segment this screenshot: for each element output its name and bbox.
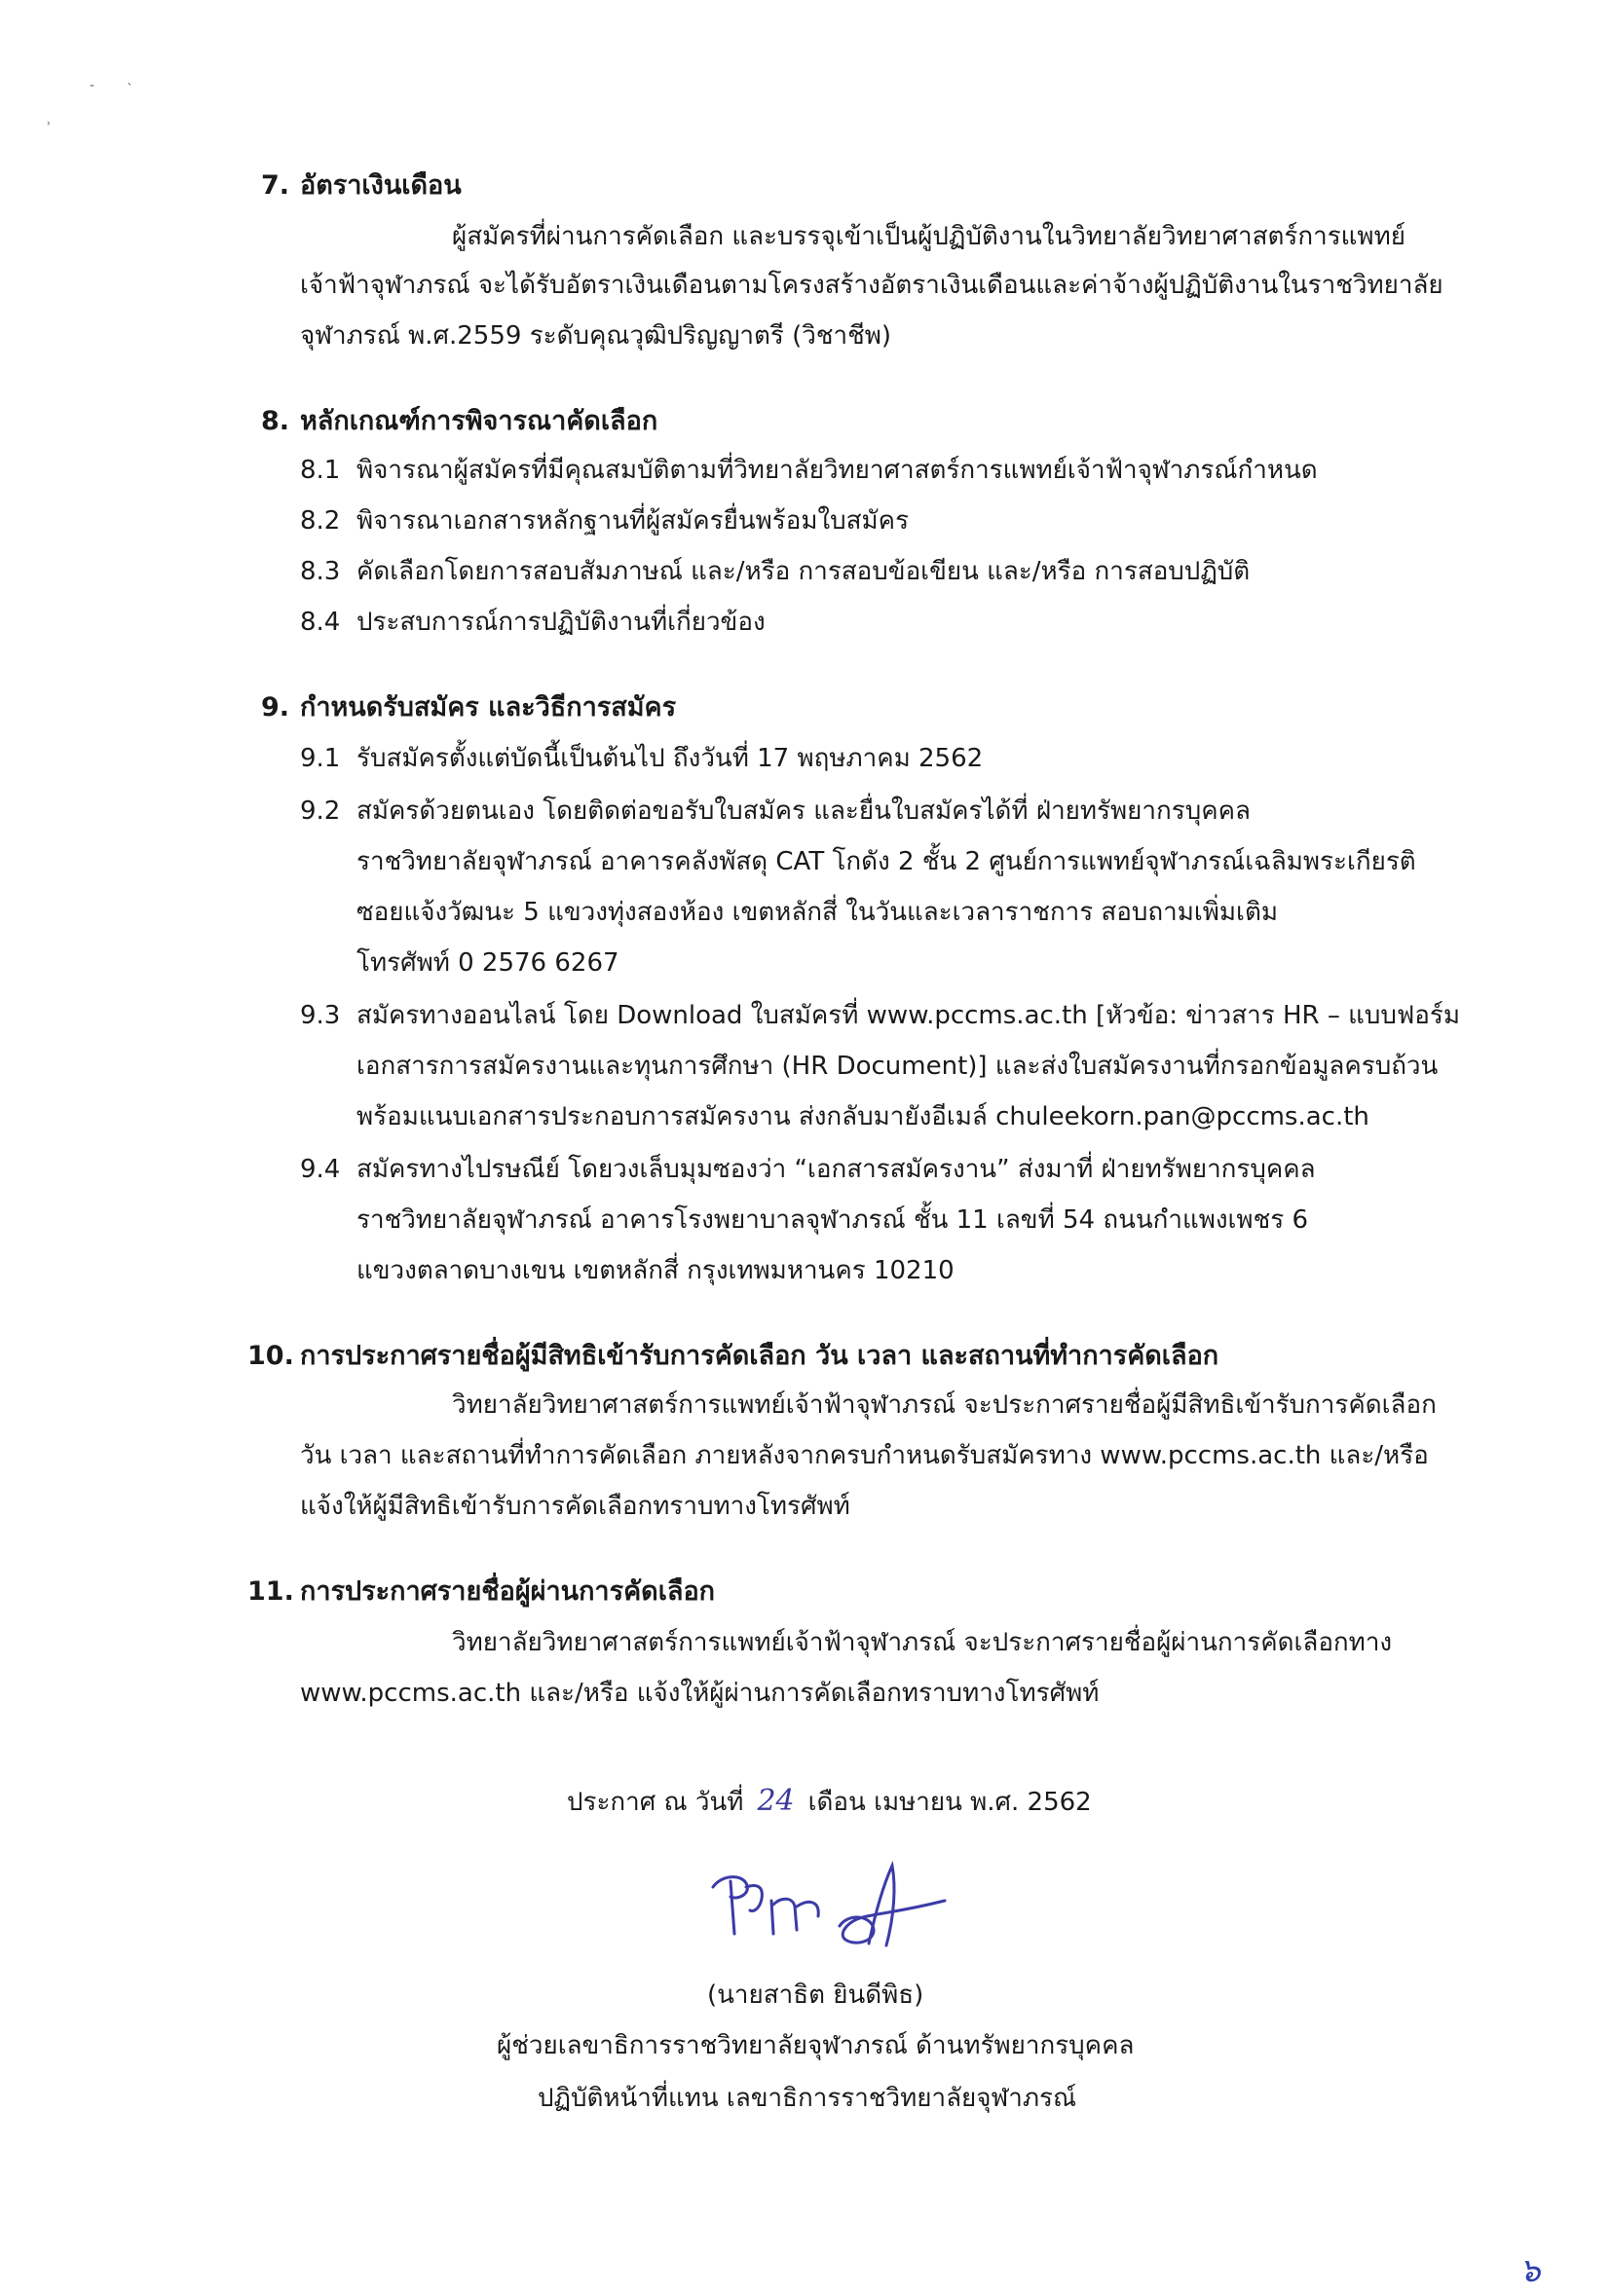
signatory-name: (นายสาธิต ยินดีพิธ): [707, 1981, 924, 2010]
list-item: [300, 1149, 1316, 1189]
list-item: [300, 551, 1250, 591]
list-item: [300, 791, 1251, 831]
list-item: [300, 500, 909, 540]
handwritten-day: 24: [757, 1784, 795, 1818]
section-9-heading: [261, 685, 676, 727]
scan-artifact: -: [90, 78, 95, 93]
paragraph-line: จุฬาภรณ์ พ.ศ.2559 ระดับคุณวุฒิปริญญาตรี (วิชาชีพ): [300, 321, 892, 351]
item-text: สมัครด้วยตนเอง โดยติดต่อขอรับใบสมัคร และยื่นใบสมัครได้ที่ ฝ่ายทรัพยากรบุคคล: [356, 796, 1251, 826]
item-number: 8.1: [300, 456, 341, 485]
item-text-continued: ราชวิทยาลัยจุฬาภรณ์ อาคารโรงพยาบาลจุฬาภรณ์ ชั้น 11 เลขที่ 54 ถนนกำแพงเพชร 6: [356, 1205, 1308, 1235]
item-number: 9.1: [300, 744, 341, 773]
item-text: รับสมัครตั้งแต่บัดนี้เป็นต้นไป ถึงวันที่ 17 พฤษภาคม 2562: [356, 744, 984, 773]
section-number: 8.: [261, 406, 290, 436]
section-10-heading: [247, 1334, 1218, 1376]
paragraph-line: เจ้าฟ้าจุฬาภรณ์ จะได้รับอัตราเงินเดือนตามโครงสร้างอัตราเงินเดือนและค่าจ้างผู้ปฏิบัติงานในราชวิทยาลัย: [300, 271, 1443, 300]
item-text-continued: แขวงตลาดบางเขน เขตหลักสี่ กรุงเทพมหานคร 10210: [356, 1256, 955, 1285]
list-item: [300, 995, 1460, 1035]
item-text: สมัครทางไปรษณีย์ โดยวงเล็บมุมซองว่า “เอกสารสมัครงาน” ส่งมาที่ ฝ่ายทรัพยากรบุคคล: [356, 1155, 1316, 1184]
scan-artifact: ˒: [47, 117, 52, 132]
paragraph-line: วัน เวลา และสถานที่ทำการคัดเลือก ภายหลังจากครบกำหนดรับสมัครทาง www.pccms.ac.th และ/หรือ: [300, 1441, 1429, 1470]
signatory-position: ผู้ช่วยเลขาธิการราชวิทยาลัยจุฬาภรณ์ ด้านทรัพยากรบุคคล: [497, 2031, 1135, 2060]
item-number: 9.3: [300, 1001, 341, 1030]
item-text: ประสบการณ์การปฏิบัติงานที่เกี่ยวข้อง: [356, 608, 766, 637]
list-item: [300, 450, 1318, 490]
announcement-date: [567, 1782, 1092, 1822]
paragraph-line: วิทยาลัยวิทยาศาสตร์การแพทย์เจ้าฟ้าจุฬาภรณ์ จะประกาศรายชื่อผู้มีสิทธิเข้ารับการคัดเลือก: [452, 1390, 1437, 1420]
item-number: 9.4: [300, 1155, 341, 1184]
section-title: อัตราเงินเดือน: [300, 170, 462, 201]
list-item: [300, 602, 766, 642]
item-number: 8.3: [300, 557, 341, 586]
item-number: 8.4: [300, 608, 341, 637]
section-title: หลักเกณฑ์การพิจารณาคัดเลือก: [300, 406, 658, 436]
paragraph-line: แจ้งให้ผู้มีสิทธิเข้ารับการคัดเลือกทราบทางโทรศัพท์: [300, 1492, 850, 1521]
section-title: การประกาศรายชื่อผู้ผ่านการคัดเลือก: [300, 1576, 716, 1607]
item-text: พิจารณาผู้สมัครที่มีคุณสมบัติตามที่วิทยาลัยวิทยาศาสตร์การแพทย์เจ้าฟ้าจุฬาภรณ์กำหนด: [356, 456, 1318, 485]
paragraph-line: วิทยาลัยวิทยาศาสตร์การแพทย์เจ้าฟ้าจุฬาภรณ์ จะประกาศรายชื่อผู้ผ่านการคัดเลือกทาง: [452, 1628, 1393, 1657]
announcement-prefix: ประกาศ ณ วันที่: [567, 1788, 744, 1817]
item-number: 9.2: [300, 796, 341, 826]
item-text: พิจารณาเอกสารหลักฐานที่ผู้สมัครยื่นพร้อมใบสมัคร: [356, 506, 910, 536]
section-number: 9.: [261, 692, 290, 722]
section-7-heading: [261, 164, 462, 205]
item-text-continued: เอกสารการสมัครงานและทุนการศึกษา (HR Document)] และส่งใบสมัครงานที่กรอกข้อมูลครบถ้วน: [356, 1052, 1439, 1081]
page-mark: ๖: [1519, 2251, 1541, 2290]
section-title: การประกาศรายชื่อผู้มีสิทธิเข้ารับการคัดเลือก วัน เวลา และสถานที่ทำการคัดเลือก: [300, 1341, 1219, 1371]
item-text-continued: ซอยแจ้งวัฒนะ 5 แขวงทุ่งสองห้อง เขตหลักสี่ ในวันและเวลาราชการ สอบถามเพิ่มเติม: [356, 898, 1278, 927]
item-number: 8.2: [300, 506, 341, 536]
item-text: สมัครทางออนไลน์ โดย Download ใบสมัครที่ www.pccms.ac.th [หัวข้อ: ข่าวสาร HR – แบบฟอร์ม: [356, 1001, 1461, 1030]
list-item: [300, 738, 983, 778]
paragraph-line: ผู้สมัครที่ผ่านการคัดเลือก และบรรจุเข้าเป็นผู้ปฏิบัติงานในวิทยาลัยวิทยาศาสตร์การแพทย์: [452, 222, 1405, 251]
announcement-suffix: เดือน เมษายน พ.ศ. 2562: [807, 1788, 1092, 1817]
section-title: กำหนดรับสมัคร และวิธีการสมัคร: [300, 692, 677, 722]
handwritten-signature: [701, 1858, 974, 1975]
section-number: 11.: [247, 1576, 294, 1607]
signatory-position: ปฏิบัติหน้าที่แทน เลขาธิการราชวิทยาลัยจุฬาภรณ์: [538, 2084, 1077, 2113]
section-number: 7.: [261, 170, 290, 201]
item-text-continued: พร้อมแนบเอกสารประกอบการสมัครงาน ส่งกลับมายังอีเมล์ chuleekorn.pan@pccms.ac.th: [356, 1102, 1369, 1131]
scan-artifact: ˎ: [127, 70, 133, 86]
section-number: 10.: [247, 1341, 294, 1371]
item-text-continued: ราชวิทยาลัยจุฬาภรณ์ อาคารคลังพัสดุ CAT โกดัง 2 ชั้น 2 ศูนย์การแพทย์จุฬาภรณ์เฉลิมพระเกียรติ: [356, 847, 1416, 876]
item-text: คัดเลือกโดยการสอบสัมภาษณ์ และ/หรือ การสอบข้อเขียน และ/หรือ การสอบปฏิบัติ: [356, 557, 1251, 586]
section-8-heading: [261, 399, 657, 441]
paragraph-line: www.pccms.ac.th และ/หรือ แจ้งให้ผู้ผ่านการคัดเลือกทราบทางโทรศัพท์: [300, 1679, 1100, 1708]
item-text-continued: โทรศัพท์ 0 2576 6267: [356, 948, 619, 978]
section-11-heading: [247, 1570, 715, 1611]
